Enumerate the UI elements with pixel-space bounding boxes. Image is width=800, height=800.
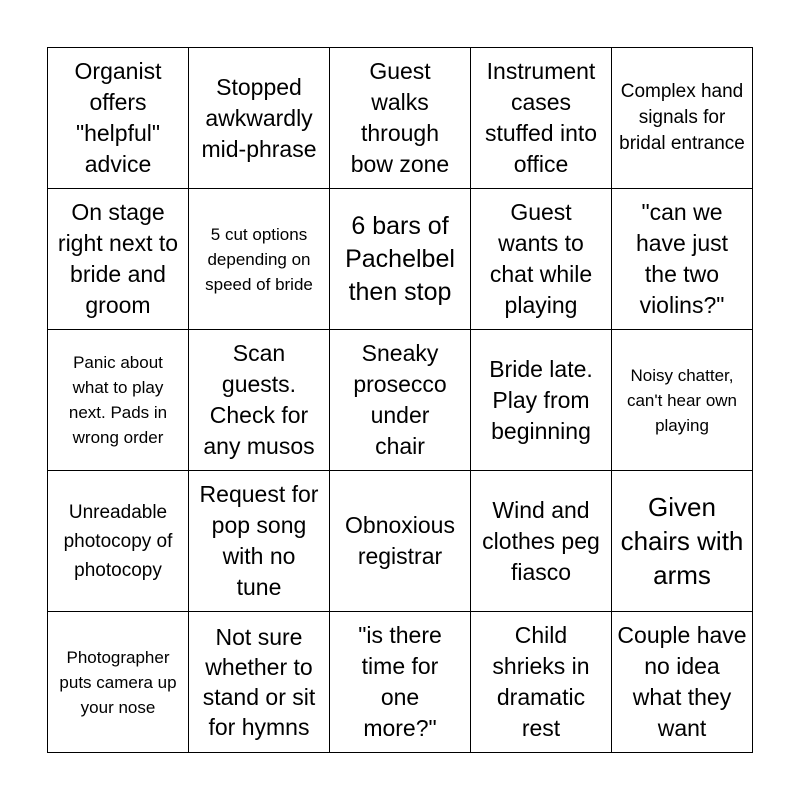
bingo-cell-r5-c2[interactable] [189,612,330,753]
cell-label: Photographer puts camera up your nose [59,647,177,717]
bingo-cell-r4-c3[interactable] [330,471,471,612]
cell-label: Organist offers "helpful" advice [74,58,162,177]
cell-label: Request for pop song with no tune [199,481,319,600]
bingo-cell-r3-c2[interactable] [189,330,330,471]
cell-label: 5 cut options depending on speed of bride [205,224,313,294]
bingo-cell-r1-c5[interactable] [612,48,753,189]
bingo-cell-r1-c1[interactable] [48,48,189,189]
cell-label: Noisy chatter, can't hear own playing [626,365,738,435]
cell-label: Sneaky prosecco under chair [353,340,447,459]
cell-label: Obnoxious registrar [345,512,455,569]
bingo-board [47,47,753,753]
bingo-cell-r1-c3[interactable] [330,48,471,189]
bingo-cell-r2-c1[interactable] [48,189,189,330]
bingo-cell-r1-c4[interactable] [471,48,612,189]
cell-label: Instrument cases stuffed into office [484,58,598,177]
bingo-cell-r4-c5[interactable] [612,471,753,612]
bingo-cell-r3-c3[interactable] [330,330,471,471]
bingo-cell-r3-c4[interactable] [471,330,612,471]
bingo-cell-r1-c2[interactable] [189,48,330,189]
cell-label: Unreadable photocopy of photocopy [63,501,173,581]
cell-label: Child shrieks in dramatic rest [492,622,590,741]
bingo-cell-r4-c4[interactable] [471,471,612,612]
cell-label: Bride late. Play from beginning [489,355,593,444]
cell-label: Panic about what to play next. Pads in wrong order [68,353,168,447]
bingo-cell-r5-c5[interactable] [612,612,753,753]
cell-label: Scan guests. Check for any musos [203,340,315,459]
bingo-cell-r5-c1[interactable] [48,612,189,753]
bingo-cell-r3-c5[interactable] [612,330,753,471]
cell-label: Guest walks through bow zone [350,58,450,177]
bingo-cell-r2-c3[interactable] [330,189,471,330]
bingo-cell-r2-c2[interactable] [189,189,330,330]
bingo-cell-r5-c4[interactable] [471,612,612,753]
bingo-cell-r5-c3[interactable] [330,612,471,753]
cell-label: Not sure whether to stand or sit for hymns [202,624,316,740]
cell-label: Couple have no idea what they want [617,622,747,741]
cell-label: Given chairs with arms [620,492,744,590]
cell-label: "is there time for one more?" [358,622,442,741]
cell-label: Guest wants to chat while playing [489,199,593,318]
bingo-cell-r4-c2[interactable] [189,471,330,612]
cell-label: On stage right next to bride and groom [57,199,179,318]
cell-label: Stopped awkwardly mid-phrase [201,73,317,162]
bingo-cell-r2-c5[interactable] [612,189,753,330]
bingo-cell-r2-c4[interactable] [471,189,612,330]
bingo-cell-r3-c1[interactable] [48,330,189,471]
cell-label: 6 bars of Pachelbel then stop [345,211,455,306]
cell-label: "can we have just the two violins?" [635,199,729,318]
cell-label: Wind and clothes peg fiasco [482,496,600,585]
cell-label: Complex hand signals for bridal entrance [619,81,745,154]
bingo-cell-r4-c1[interactable] [48,471,189,612]
